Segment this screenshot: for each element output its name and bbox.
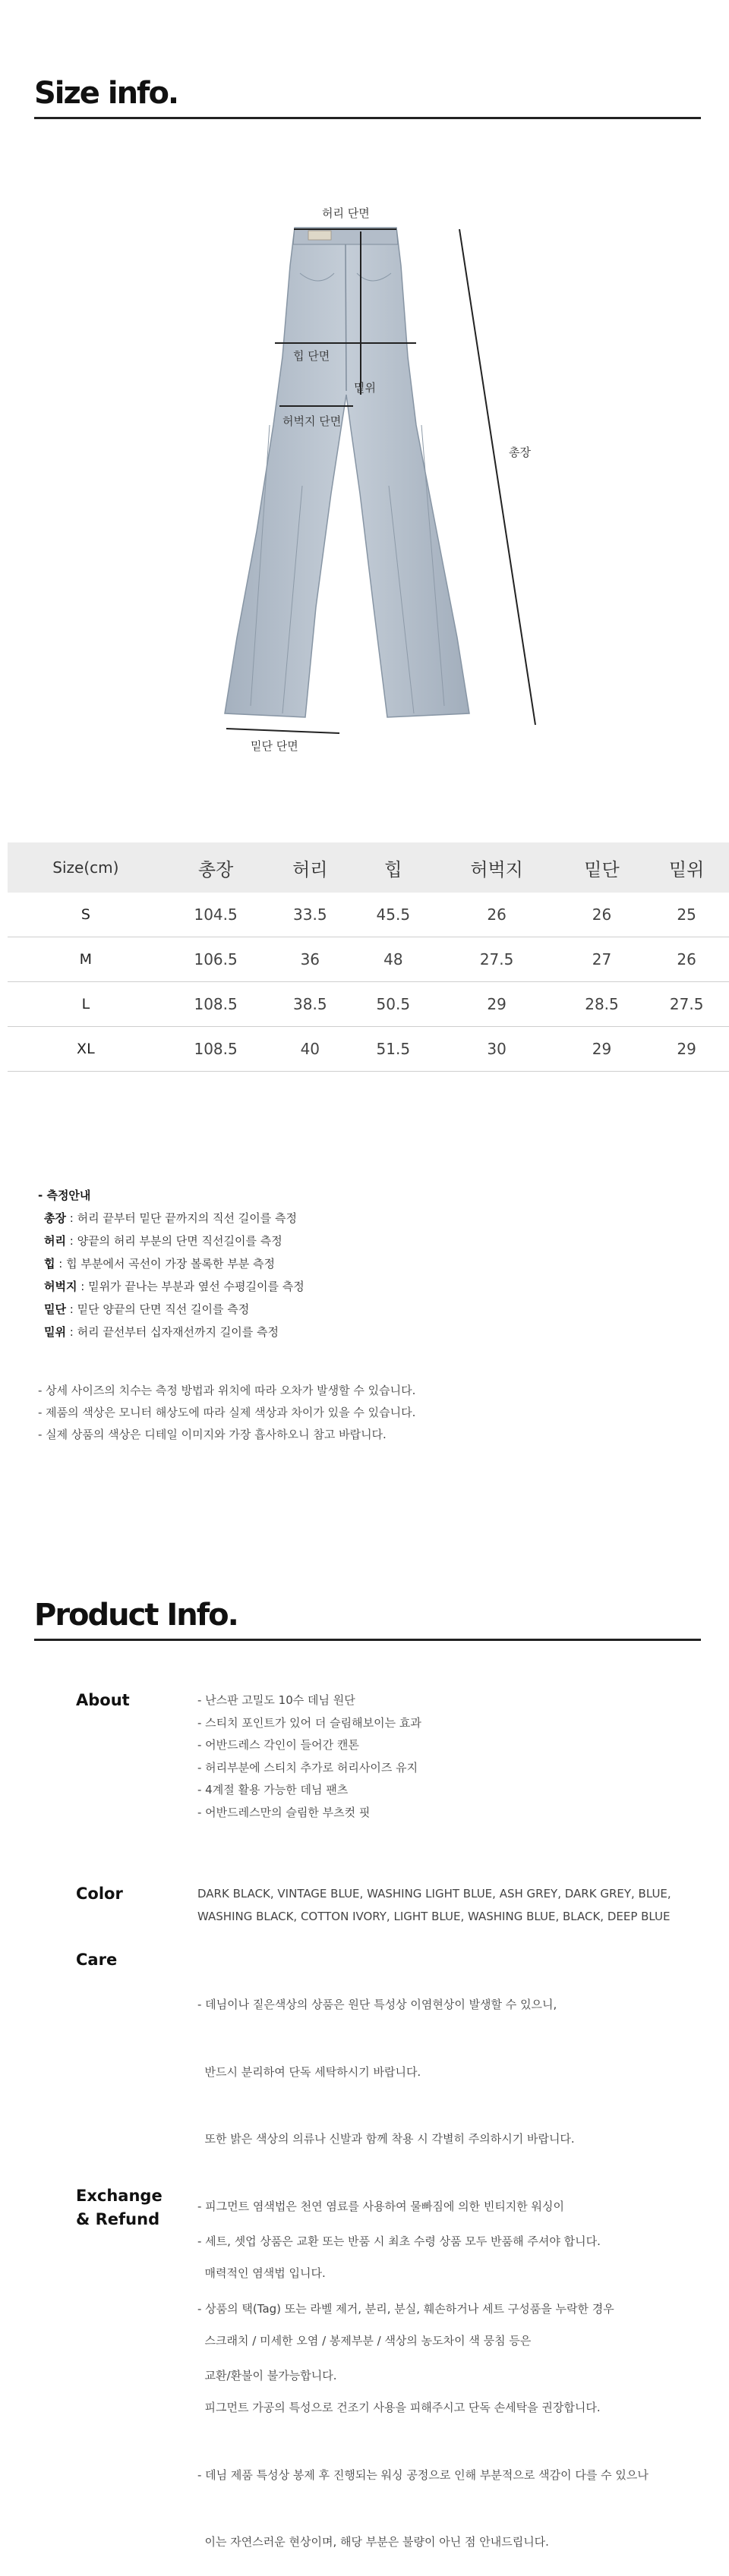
guide-desc: : 밑단 양끝의 단면 직선 길이를 측정 (65, 1302, 250, 1316)
guide-item (38, 1207, 305, 1230)
table-cell: L (8, 982, 164, 1027)
table-cell: 29 (644, 1027, 729, 1072)
list-item: - 스티치 포인트가 있어 더 슬림해보이는 효과 (197, 1715, 421, 1730)
table-row (8, 1027, 729, 1072)
guide-term: 허벅지 (44, 1280, 77, 1293)
table-cell: 104.5 (164, 893, 268, 937)
guide-item (38, 1321, 305, 1343)
table-cell: 33.5 (267, 893, 352, 937)
guide-desc: : 허리 끝부터 밑단 끝까지의 직선 길이를 측정 (65, 1211, 298, 1225)
table-cell: 108.5 (164, 1027, 268, 1072)
hem-measure-line (226, 729, 339, 733)
guide-desc: : 양끝의 허리 부분의 단면 직선길이를 측정 (65, 1234, 282, 1248)
guide-item (38, 1275, 305, 1298)
jeans-image (225, 228, 469, 717)
list-item: 피그먼트 가공의 특성으로 건조기 사용을 피해주시고 단독 손세탁을 권장합니다. (197, 2401, 601, 2414)
care-label: Care (76, 1951, 118, 1969)
size-header-hip: 힙 (352, 842, 434, 893)
list-item: WASHING BLACK, COTTON IVORY, LIGHT BLUE, WASHING BLUE, BLACK, DEEP BLUE (197, 1909, 671, 1923)
hem-label: 밑단 단면 (251, 739, 298, 753)
table-cell: 38.5 (267, 982, 352, 1027)
table-cell: 50.5 (352, 982, 434, 1027)
table-cell: 108.5 (164, 982, 268, 1027)
guide-term: 밑단 (44, 1302, 66, 1316)
rise-label: 밑위 (354, 381, 376, 395)
table-cell: 106.5 (164, 937, 268, 982)
list-item: - 난스판 고밀도 10수 데님 원단 (197, 1693, 355, 1707)
table-cell: 29 (434, 982, 560, 1027)
about-list (197, 1690, 421, 1824)
guide-term: 밑위 (44, 1325, 66, 1339)
size-info-title: Size info. (34, 76, 178, 111)
list-item: - 데님 제품 특성상 봉제 후 진행되는 워싱 공정으로 인해 부분적으로 색감이 다를 수 있으나 (197, 2467, 649, 2482)
total-length-measure-line (459, 229, 535, 725)
list-item: 또한 밝은 색상의 의류나 신발과 함께 착용 시 각별히 주의하시기 바랍니다. (197, 2132, 575, 2146)
table-cell: 26 (560, 893, 645, 937)
note-line: - 제품의 색상은 모니터 해상도에 따라 실제 색상과 차이가 있을 수 있습니다. (38, 1406, 416, 1419)
list-item: - 어반드레스 각인이 들어간 캔톤 (197, 1738, 359, 1752)
guide-item (38, 1252, 305, 1275)
list-item: 반드시 분리하여 단독 세탁하시기 바랍니다. (197, 2064, 421, 2079)
jeans-measurement-diagram (0, 0, 729, 797)
size-header-size: Size(cm) (8, 842, 164, 893)
table-cell: 28.5 (560, 982, 645, 1027)
list-item: - 세트, 셋업 상품은 교환 또는 반품 시 최초 수령 상품 모두 반품해 주셔야 합니다. (197, 2234, 601, 2248)
exchange-label-line2: & Refund (76, 2210, 160, 2228)
list-item: 이는 자연스러운 현상이며, 해당 부분은 불량이 아닌 점 안내드립니다. (197, 2535, 549, 2549)
color-label: Color (76, 1885, 123, 1903)
table-cell: 29 (560, 1027, 645, 1072)
table-cell: 26 (434, 893, 560, 937)
table-cell: 27.5 (644, 982, 729, 1027)
size-header-total-length: 총장 (164, 842, 268, 893)
exchange-label-line1: Exchange (76, 2187, 163, 2205)
measure-notes (38, 1380, 415, 1446)
table-cell: S (8, 893, 164, 937)
product-info-title: Product Info. (34, 1598, 238, 1633)
table-cell: 30 (434, 1027, 560, 1072)
guide-desc: : 밑위가 끝나는 부분과 옆선 수평길이를 측정 (77, 1280, 305, 1293)
list-item: 교환/환불이 불가능합니다. (197, 2369, 337, 2382)
table-cell: 45.5 (352, 893, 434, 937)
waist-label: 허리 단면 (322, 206, 370, 220)
note-line: - 상세 사이즈의 치수는 측정 방법과 위치에 따라 오차가 발생할 수 있습니다. (38, 1384, 416, 1397)
size-header-rise: 밑위 (644, 842, 729, 893)
table-row (8, 937, 729, 982)
table-row (8, 893, 729, 937)
table-cell: 27 (560, 937, 645, 982)
guide-term: 총장 (44, 1211, 66, 1225)
table-cell: 26 (644, 937, 729, 982)
thigh-label: 허벅지 단면 (282, 414, 342, 428)
measure-guide-title: - 측정안내 (38, 1189, 91, 1202)
size-header-waist: 허리 (267, 842, 352, 893)
table-cell: 36 (267, 937, 352, 982)
about-label: About (76, 1691, 130, 1709)
guide-desc: : 허리 끝선부터 십자재선까지 길이를 측정 (65, 1325, 279, 1339)
guide-item (38, 1298, 305, 1321)
guide-desc: : 힙 부분에서 곡선이 가장 볼록한 부분 측정 (55, 1257, 276, 1271)
table-cell: 48 (352, 937, 434, 982)
size-header-hem: 밑단 (560, 842, 645, 893)
table-cell: XL (8, 1027, 164, 1072)
table-row (8, 982, 729, 1027)
table-cell: M (8, 937, 164, 982)
total-length-label: 총장 (509, 446, 531, 459)
list-item: - 허리부분에 스티치 추가로 허리사이즈 유지 (197, 1760, 418, 1775)
list-item: - 상품의 택(Tag) 또는 라벨 제거, 분리, 분실, 훼손하거나 세트 구성품을 누락한 경우 (197, 2301, 614, 2316)
list-item: - 어반드레스만의 슬림한 부츠컷 핏 (197, 1805, 371, 1819)
hip-label: 힙 단면 (293, 349, 330, 363)
list-item: 매력적인 염색법 입니다. (197, 2266, 326, 2280)
guide-item (38, 1230, 305, 1252)
table-cell: 27.5 (434, 937, 560, 982)
table-cell: 51.5 (352, 1027, 434, 1072)
list-item: 스크래치 / 미세한 오염 / 봉제부분 / 색상의 농도차이 색 뭉침 등은 (197, 2333, 532, 2348)
size-table (8, 842, 729, 1072)
table-cell: 25 (644, 893, 729, 937)
table-cell: 40 (267, 1027, 352, 1072)
size-header-thigh: 허벅지 (434, 842, 560, 893)
list-item: - 4계절 활용 가능한 데님 팬츠 (197, 1783, 349, 1797)
exchange-refund-label (76, 2184, 163, 2231)
measure-guide (38, 1184, 305, 1343)
list-item: DARK BLACK, VINTAGE BLUE, WASHING LIGHT BLUE, ASH GREY, DARK GREY, BLUE, (197, 1887, 671, 1901)
size-table-header-row (8, 842, 729, 893)
guide-term: 힙 (44, 1257, 55, 1271)
color-list (197, 1883, 671, 1928)
list-item: - 피그먼트 염색법은 천연 염료를 사용하여 물빠짐에 의한 빈티지한 워싱이 (197, 2199, 565, 2213)
product-info-divider (34, 1639, 701, 1641)
guide-term: 허리 (44, 1234, 66, 1248)
exchange-list (197, 2186, 614, 2410)
note-line: - 실제 상품의 색상은 디테일 이미지와 가장 흡사하오니 참고 바랍니다. (38, 1428, 387, 1441)
list-item: - 데님이나 짙은색상의 상품은 원단 특성상 이염현상이 발생할 수 있으니, (197, 1998, 557, 2011)
